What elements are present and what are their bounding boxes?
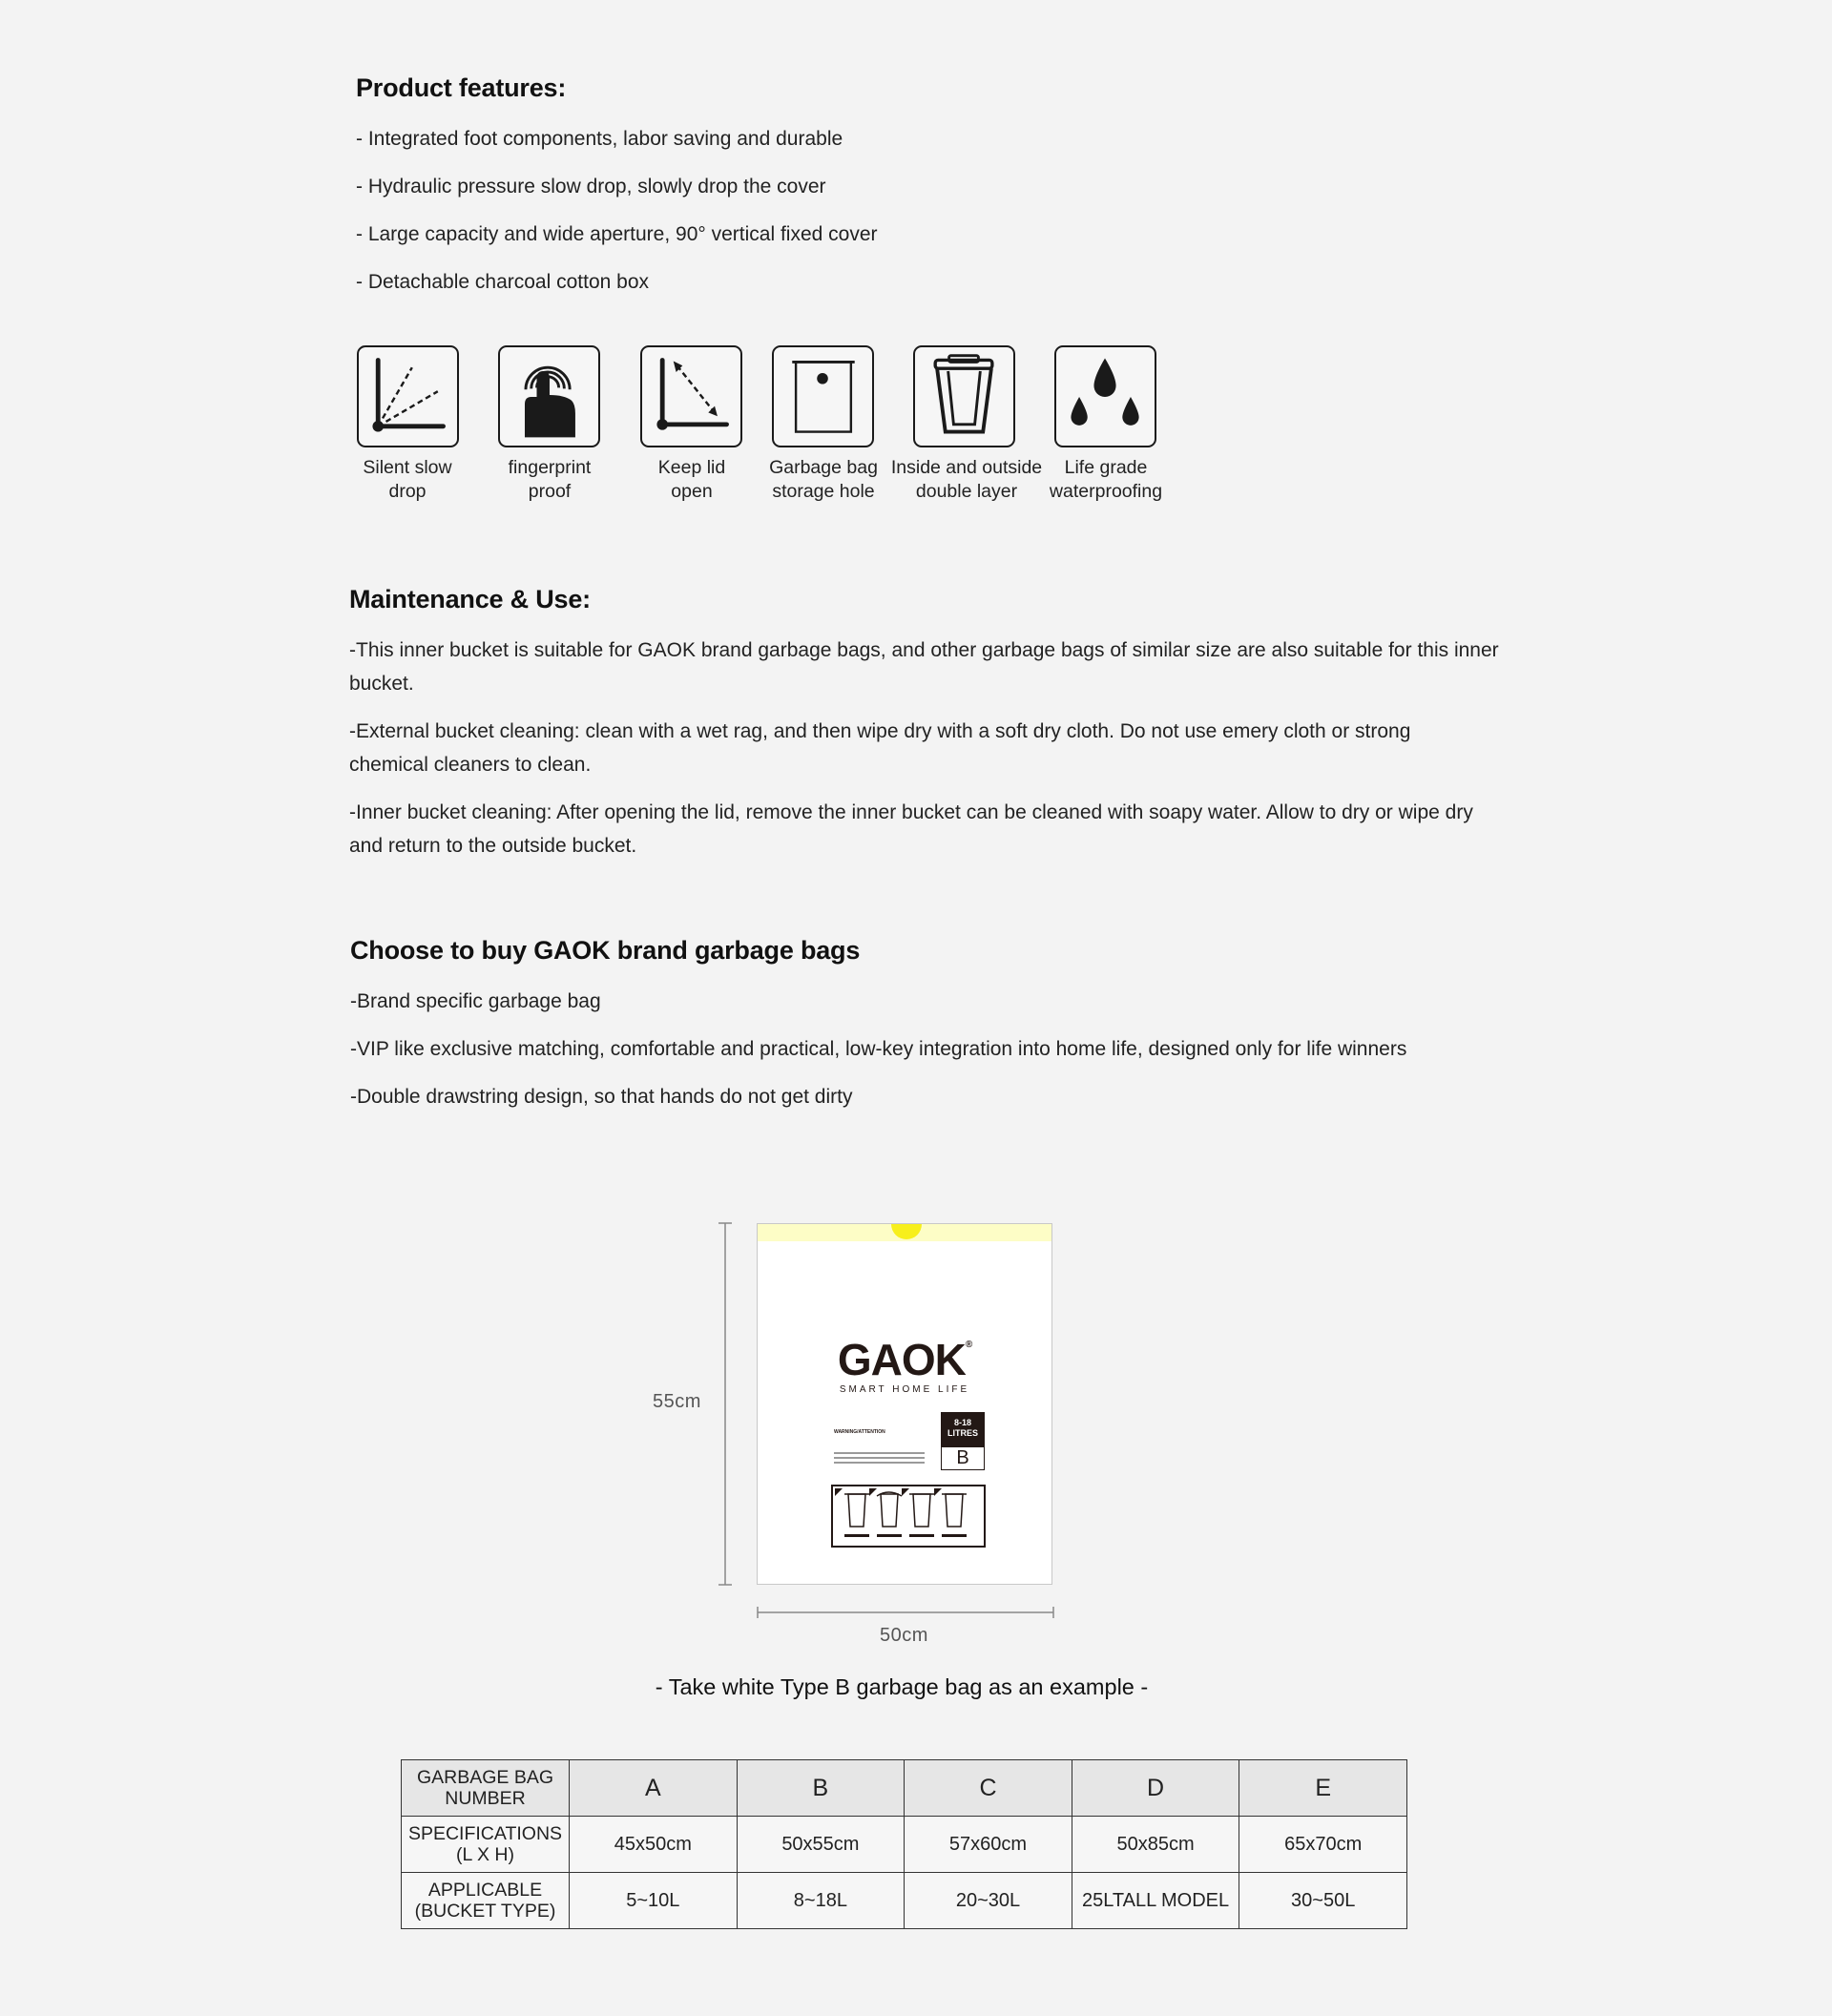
bag-warning-text [834,1452,925,1466]
fingerprint-proof-icon [498,345,600,447]
maintenance-line: -Inner bucket cleaning: After opening the lid, remove the inner bucket can be cleaned with soapy water. Allow to dry or wipe dry [349,801,1473,823]
table-row-header: GARBAGE BAG NUMBER [402,1760,570,1817]
feature-item: - Detachable charcoal cotton box [356,271,650,293]
icon-label: fingerprint proof [508,457,592,502]
table-cell: 65x70cm [1239,1817,1407,1873]
maintenance-title: Maintenance & Use: [349,585,591,613]
maintenance-line: -This inner bucket is suitable for GAOK brand garbage bags, and other garbage bags of similar size are also suitable for this inner [349,639,1499,661]
table-row-header: APPLICABLE (BUCKET TYPE) [402,1873,570,1929]
keep-lid-open-icon [640,345,742,447]
double-layer-icon [913,345,1015,447]
feature-item: - Integrated foot components, labor saving and durable [356,128,843,150]
spec-table [401,1759,1407,1929]
icon-label: Keep lid open [657,457,726,502]
table-cell: 57x60cm [905,1817,1072,1873]
waterproofing-icon [1054,345,1156,447]
bags-item: -Double drawstring design, so that hands do not get dirty [350,1086,853,1108]
icon-label: Garbage bag storage hole [769,457,878,502]
table-row [402,1760,1407,1817]
table-cell: 25LTALL MODEL [1072,1873,1239,1929]
bag-caption: - Take white Type B garbage bag as an example - [655,1674,1149,1699]
feature-item: - Hydraulic pressure slow drop, slowly drop the cover [356,176,826,197]
height-label: 55cm [653,1391,701,1412]
table-row-header: SPECIFICATIONS (L X H) [402,1817,570,1873]
table-cell: 45x50cm [570,1817,738,1873]
table-cell: C [905,1760,1072,1817]
table-row [402,1817,1407,1873]
features-title: Product features: [356,73,567,102]
bag-tagline: SMART HOME LIFE [839,1384,970,1395]
table-cell: B [737,1760,905,1817]
feature-item: - Large capacity and wide aperture, 90° vertical fixed cover [356,223,878,245]
table-cell: D [1072,1760,1239,1817]
bags-item: -Brand specific garbage bag [350,990,601,1012]
table-cell: A [570,1760,738,1817]
maintenance-line: bucket. [349,673,414,695]
bag-type-badge: 8-18 LITRES B [941,1412,985,1470]
icon-label: Silent slow drop [363,457,452,502]
width-label: 50cm [880,1625,928,1646]
bag-usage-steps [831,1485,986,1548]
bags-title: Choose to buy GAOK brand garbage bags [350,936,861,965]
table-cell: 5~10L [570,1873,738,1929]
table-cell: 8~18L [737,1873,905,1929]
icon-label: Inside and outside double layer [890,457,1043,502]
bag-warning-title: WARNING/ATTENTION [834,1429,885,1435]
table-cell: 50x85cm [1072,1817,1239,1873]
silent-slow-drop-icon [357,345,459,447]
table-cell: 50x55cm [737,1817,905,1873]
width-dimension-line [756,1605,1055,1620]
height-dimension-line [716,1221,735,1587]
garbage-bag-storage-hole-icon [772,345,874,447]
table-cell: E [1239,1760,1407,1817]
maintenance-line: chemical cleaners to clean. [349,754,592,776]
maintenance-line: -External bucket cleaning: clean with a wet rag, and then wipe dry with a soft dry cloth. Do not use emery cloth or strong [349,720,1411,742]
table-cell: 30~50L [1239,1873,1407,1929]
icon-label: Life grade waterproofing [1049,457,1163,502]
maintenance-line: and return to the outside bucket. [349,835,637,857]
garbage-bag-illustration [757,1223,1052,1585]
bag-logo: GAOK® [837,1335,972,1384]
bags-item: -VIP like exclusive matching, comfortable and practical, low-key integration into home life, designed only for life winners [350,1038,1407,1060]
table-cell: 20~30L [905,1873,1072,1929]
table-row [402,1873,1407,1929]
